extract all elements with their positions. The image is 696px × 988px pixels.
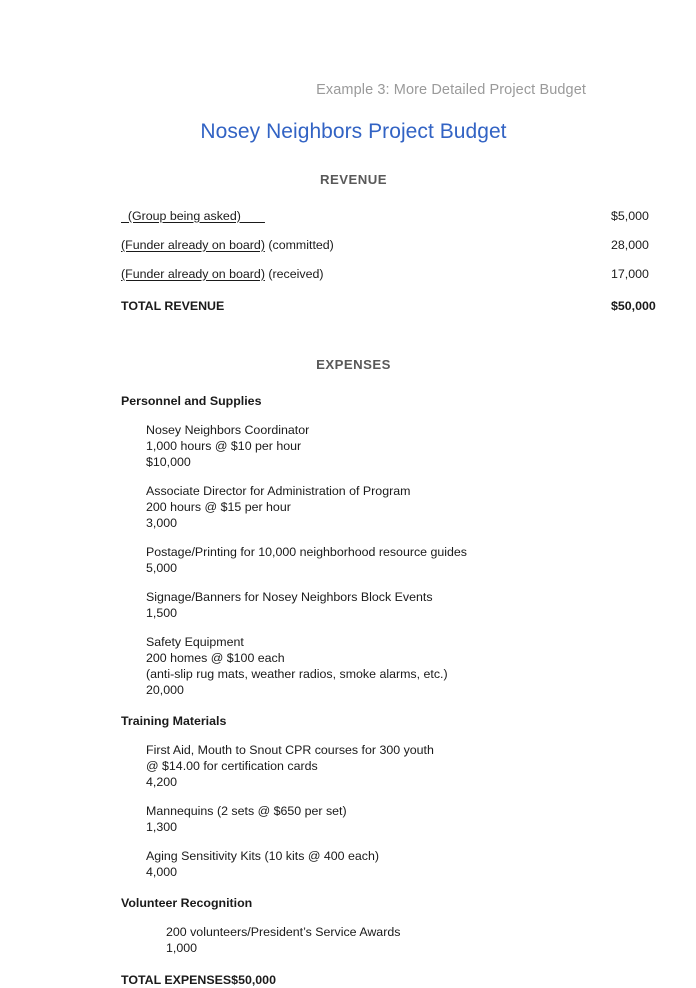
spacer <box>121 470 586 483</box>
total-revenue-amount: $50,000 <box>611 298 656 313</box>
expense-item-line: 1,000 hours @ $10 per hour <box>146 438 302 453</box>
revenue-section <box>121 208 656 314</box>
expense-item-description <box>146 422 586 454</box>
expense-item-amount: $10,000 <box>146 454 191 469</box>
expense-item-amount: 20,000 <box>146 682 184 697</box>
expense-item-line: 200 hours @ $15 per hour <box>146 499 291 514</box>
spacer <box>121 911 586 924</box>
expense-item-description <box>166 924 586 940</box>
expense-item-line: 200 homes @ $100 each <box>146 650 285 665</box>
spacer <box>121 698 586 713</box>
expense-item-description <box>146 848 586 864</box>
revenue-row-underlined-text: (Funder already on board) <box>121 237 265 252</box>
expense-item-description <box>146 589 586 605</box>
expense-item <box>146 848 586 880</box>
expense-item <box>146 589 586 621</box>
spacer <box>121 729 586 742</box>
section-heading-expenses: EXPENSES <box>316 356 391 372</box>
expenses-section <box>121 393 586 988</box>
total-expenses-label: TOTAL EXPENSES <box>121 972 232 987</box>
document-header-label: Example 3: More Detailed Project Budget <box>316 82 586 98</box>
expense-item-amount: 4,200 <box>146 774 178 789</box>
expense-item-line: Nosey Neighbors Coordinator <box>146 422 310 437</box>
total-expenses-amount: $50,000 <box>231 972 276 987</box>
expense-item <box>146 634 586 698</box>
revenue-row-description <box>121 266 323 282</box>
expense-item-description <box>146 634 586 682</box>
expense-item-amount: 1,300 <box>146 819 178 834</box>
expense-item-amount: 1,000 <box>166 940 198 955</box>
expense-item <box>146 422 586 470</box>
revenue-row-plain-text: (committed) <box>264 237 334 252</box>
expense-group-title: Training Materials <box>121 713 227 728</box>
expense-item-amount: 5,000 <box>146 560 178 575</box>
spacer <box>121 880 586 895</box>
expense-item-line: Safety Equipment <box>146 634 244 649</box>
revenue-row-underlined-text: (Group being asked) <box>121 208 265 223</box>
expense-item <box>146 742 586 790</box>
expense-item-description <box>146 483 586 515</box>
expense-item-description <box>146 544 586 560</box>
revenue-row-amount: 17,000 <box>611 266 649 281</box>
spacer <box>121 835 586 848</box>
expense-item-description <box>146 803 586 819</box>
table-row <box>121 208 649 224</box>
spacer <box>121 790 586 803</box>
revenue-row-description <box>121 237 334 253</box>
expense-item-amount: 3,000 <box>146 515 178 530</box>
expense-item-line: Associate Director for Administration of Program <box>146 483 411 498</box>
total-revenue-label: TOTAL REVENUE <box>121 298 225 313</box>
revenue-row-description <box>121 208 265 224</box>
expense-item <box>146 544 586 576</box>
revenue-row-amount: 28,000 <box>611 237 649 252</box>
expense-item-description <box>146 742 586 774</box>
expense-item-line: First Aid, Mouth to Snout CPR courses for 300 youth <box>146 742 434 757</box>
expense-item-amount: 4,000 <box>146 864 178 879</box>
expense-group-title: Personnel and Supplies <box>121 393 262 408</box>
revenue-row-amount: $5,000 <box>611 208 649 223</box>
spacer <box>121 531 586 544</box>
expense-item-line: (anti-slip rug mats, weather radios, smoke alarms, etc.) <box>146 666 448 681</box>
total-expenses-row <box>121 972 586 988</box>
expense-item-amount: 1,500 <box>146 605 178 620</box>
expense-item <box>146 483 586 531</box>
expense-item-line: Mannequins (2 sets @ $650 per set) <box>146 803 347 818</box>
total-revenue-row <box>121 298 656 314</box>
table-row <box>121 266 649 282</box>
spacer <box>121 409 586 422</box>
expense-item-line: 200 volunteers/President’s Service Awards <box>166 924 401 939</box>
expense-item <box>166 924 586 956</box>
revenue-row-underlined-text: (Funder already on board) <box>121 266 265 281</box>
spacer <box>121 576 586 589</box>
expense-item <box>146 803 586 835</box>
page-title: Nosey Neighbors Project Budget <box>200 120 507 144</box>
expense-item-line: Signage/Banners for Nosey Neighbors Block Events <box>146 589 433 604</box>
revenue-row-plain-text: (received) <box>264 266 324 281</box>
expense-item-line: Postage/Printing for 10,000 neighborhood resource guides <box>146 544 468 559</box>
section-heading-revenue: REVENUE <box>320 171 387 187</box>
spacer <box>121 621 586 634</box>
expense-item-line: @ $14.00 for certification cards <box>146 758 318 773</box>
expense-group-title: Volunteer Recognition <box>121 895 253 910</box>
expense-item-line: Aging Sensitivity Kits (10 kits @ 400 each) <box>146 848 379 863</box>
table-row <box>121 237 649 253</box>
